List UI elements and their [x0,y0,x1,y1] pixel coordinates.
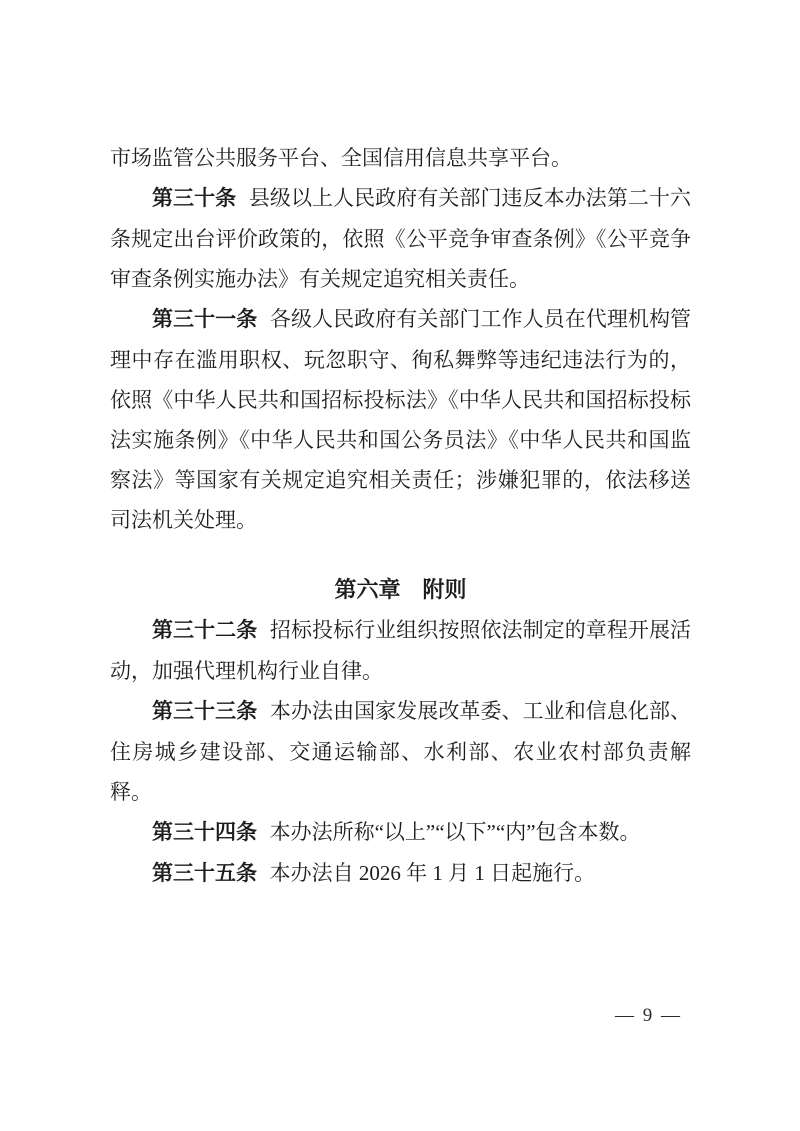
article-34 [110,812,691,853]
chapter-heading: 第六章 附则 [334,577,467,602]
article-35-text: 本办法自 2026 年 1 月 1 日起施行。 [269,861,596,885]
article-32-label: 第三十二条 [152,619,258,642]
article-30-text: 县级以上人民政府有关部门违反本办法第二十六条规定出台评价政策的，依照《公平竞争审查条例》《公平竞争审查条例实施办法》有关规定追究相关责任。 [110,186,691,291]
article-33 [110,691,691,812]
article-33-text: 本办法由国家发展改革委、工业和信息化部、住房城乡建设部、交通运输部、水利部、农业农村部负责解释。 [110,699,692,804]
article-31-label: 第三十一条 [152,308,258,331]
article-32-text: 招标投标行业组织按照依法制定的章程开展活动，加强代理机构行业自律。 [110,618,692,683]
article-31 [110,299,691,540]
article-34-label: 第三十四条 [152,821,257,844]
paragraph-continuation [110,138,691,178]
page-number-text: — 9 — [615,1005,682,1026]
article-33-label: 第三十三条 [152,700,258,723]
paragraph-text: 市场监管公共服务平台、全国信用信息共享平台。 [110,146,572,170]
article-35 [110,853,691,894]
article-30 [110,178,691,299]
article-30-label: 第三十条 [152,187,237,210]
page-number [615,1004,682,1028]
article-32 [110,610,691,691]
article-35-label: 第三十五条 [152,862,257,885]
article-34-text: 本办法所称“以上”“以下”“内”包含本数。 [269,820,641,844]
article-31-text: 各级人民政府有关部门工作人员在代理机构管理中存在滥用职权、玩忽职守、徇私舞弊等违纪违法行为的，依照《中华人民共和国招标投标法》《中华人民共和国招标投标法实施条例》《中华人民共和国公务员法》《中华人民共和国监察法》等国家有关规定追究相关责任；涉嫌犯罪的，依法移送司法机关处理。 [110,307,692,532]
document-body [110,138,691,894]
